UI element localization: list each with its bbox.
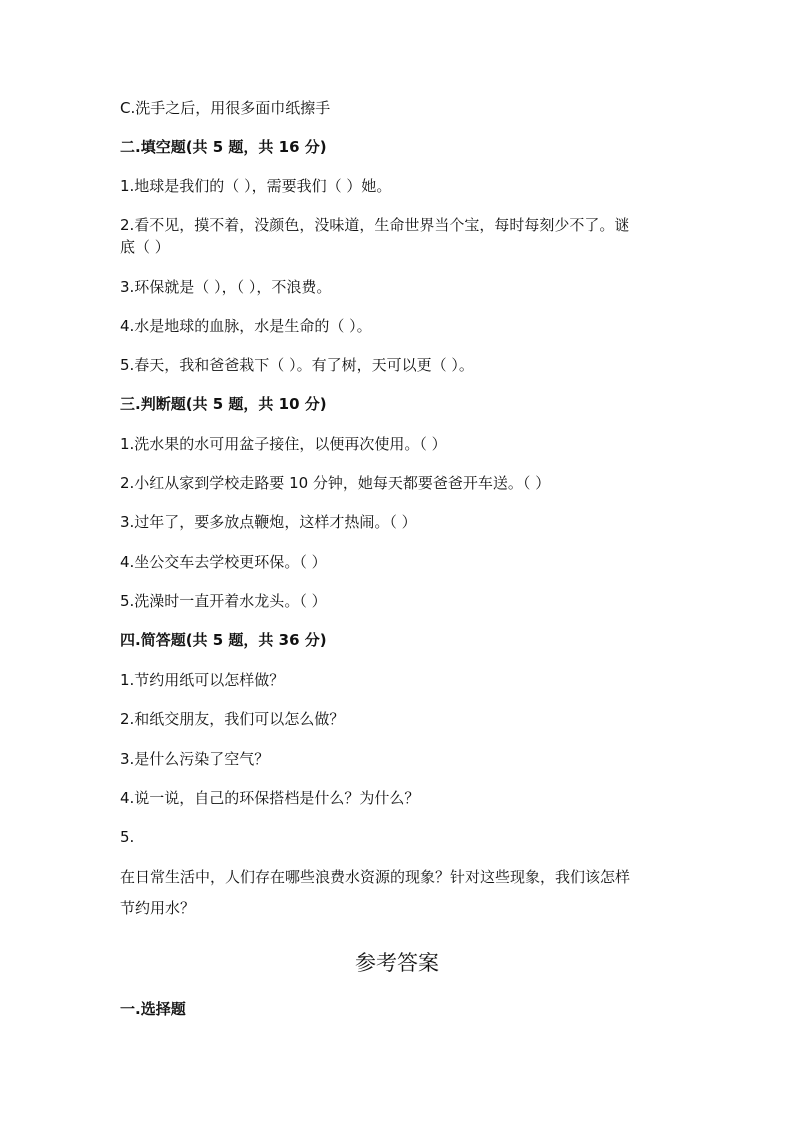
section-judgment-heading: 三.判断题(共 5 题，共 10 分): [120, 395, 327, 413]
option-c-text: C.洗手之后，用很多面巾纸擦手: [120, 99, 331, 117]
short-answer-question-3: 3.是什么污染了空气？: [120, 750, 270, 768]
section-short-answer-heading: 四.简答题(共 5 题，共 36 分): [120, 631, 327, 649]
fill-question-5: 5.春天，我和爸爸栽下（ ）。有了树，天可以更（ ）。: [120, 356, 474, 374]
fill-question-4: 4.水是地球的血脉，水是生命的（ ）。: [120, 317, 372, 335]
judgment-question-4: 4.坐公交车去学校更环保。（ ）: [120, 553, 327, 571]
short-answer-question-2: 2.和纸交朋友，我们可以怎么做？: [120, 710, 345, 728]
fill-question-2-line-2: 底（ ）: [120, 238, 170, 256]
short-answer-question-1: 1.节约用纸可以怎样做？: [120, 671, 285, 689]
answers-section-choice-heading: 一.选择题: [120, 1000, 186, 1018]
judgment-question-1: 1.洗水果的水可用盆子接住，以便再次使用。（ ）: [120, 435, 447, 453]
judgment-question-5: 5.洗澡时一直开着水龙头。（ ）: [120, 592, 327, 610]
short-answer-question-5-number: 5.: [120, 828, 135, 846]
answers-title: 参考答案: [355, 951, 439, 975]
short-answer-question-5-line-1: 在日常生活中，人们存在哪些浪费水资源的现象？针对这些现象，我们该怎样: [120, 868, 631, 886]
fill-question-2-line-1: 2.看不见，摸不着，没颜色，没味道，生命世界当个宝，每时每刻少不了。谜: [120, 216, 630, 234]
short-answer-question-5-line-2: 节约用水？: [120, 899, 196, 917]
judgment-question-3: 3.过年了，要多放点鞭炮，这样才热闹。（ ）: [120, 513, 417, 531]
short-answer-question-4: 4.说一说，自己的环保搭档是什么？为什么？: [120, 789, 420, 807]
judgment-question-2: 2.小红从家到学校走路要 10 分钟，她每天都要爸爸开车送。（ ）: [120, 474, 551, 492]
fill-question-3: 3.环保就是（ ），（ ），不浪费。: [120, 278, 332, 296]
fill-question-1: 1.地球是我们的（ ），需要我们（ ）她。: [120, 177, 392, 195]
section-fill-blank-heading: 二.填空题(共 5 题，共 16 分): [120, 138, 327, 156]
